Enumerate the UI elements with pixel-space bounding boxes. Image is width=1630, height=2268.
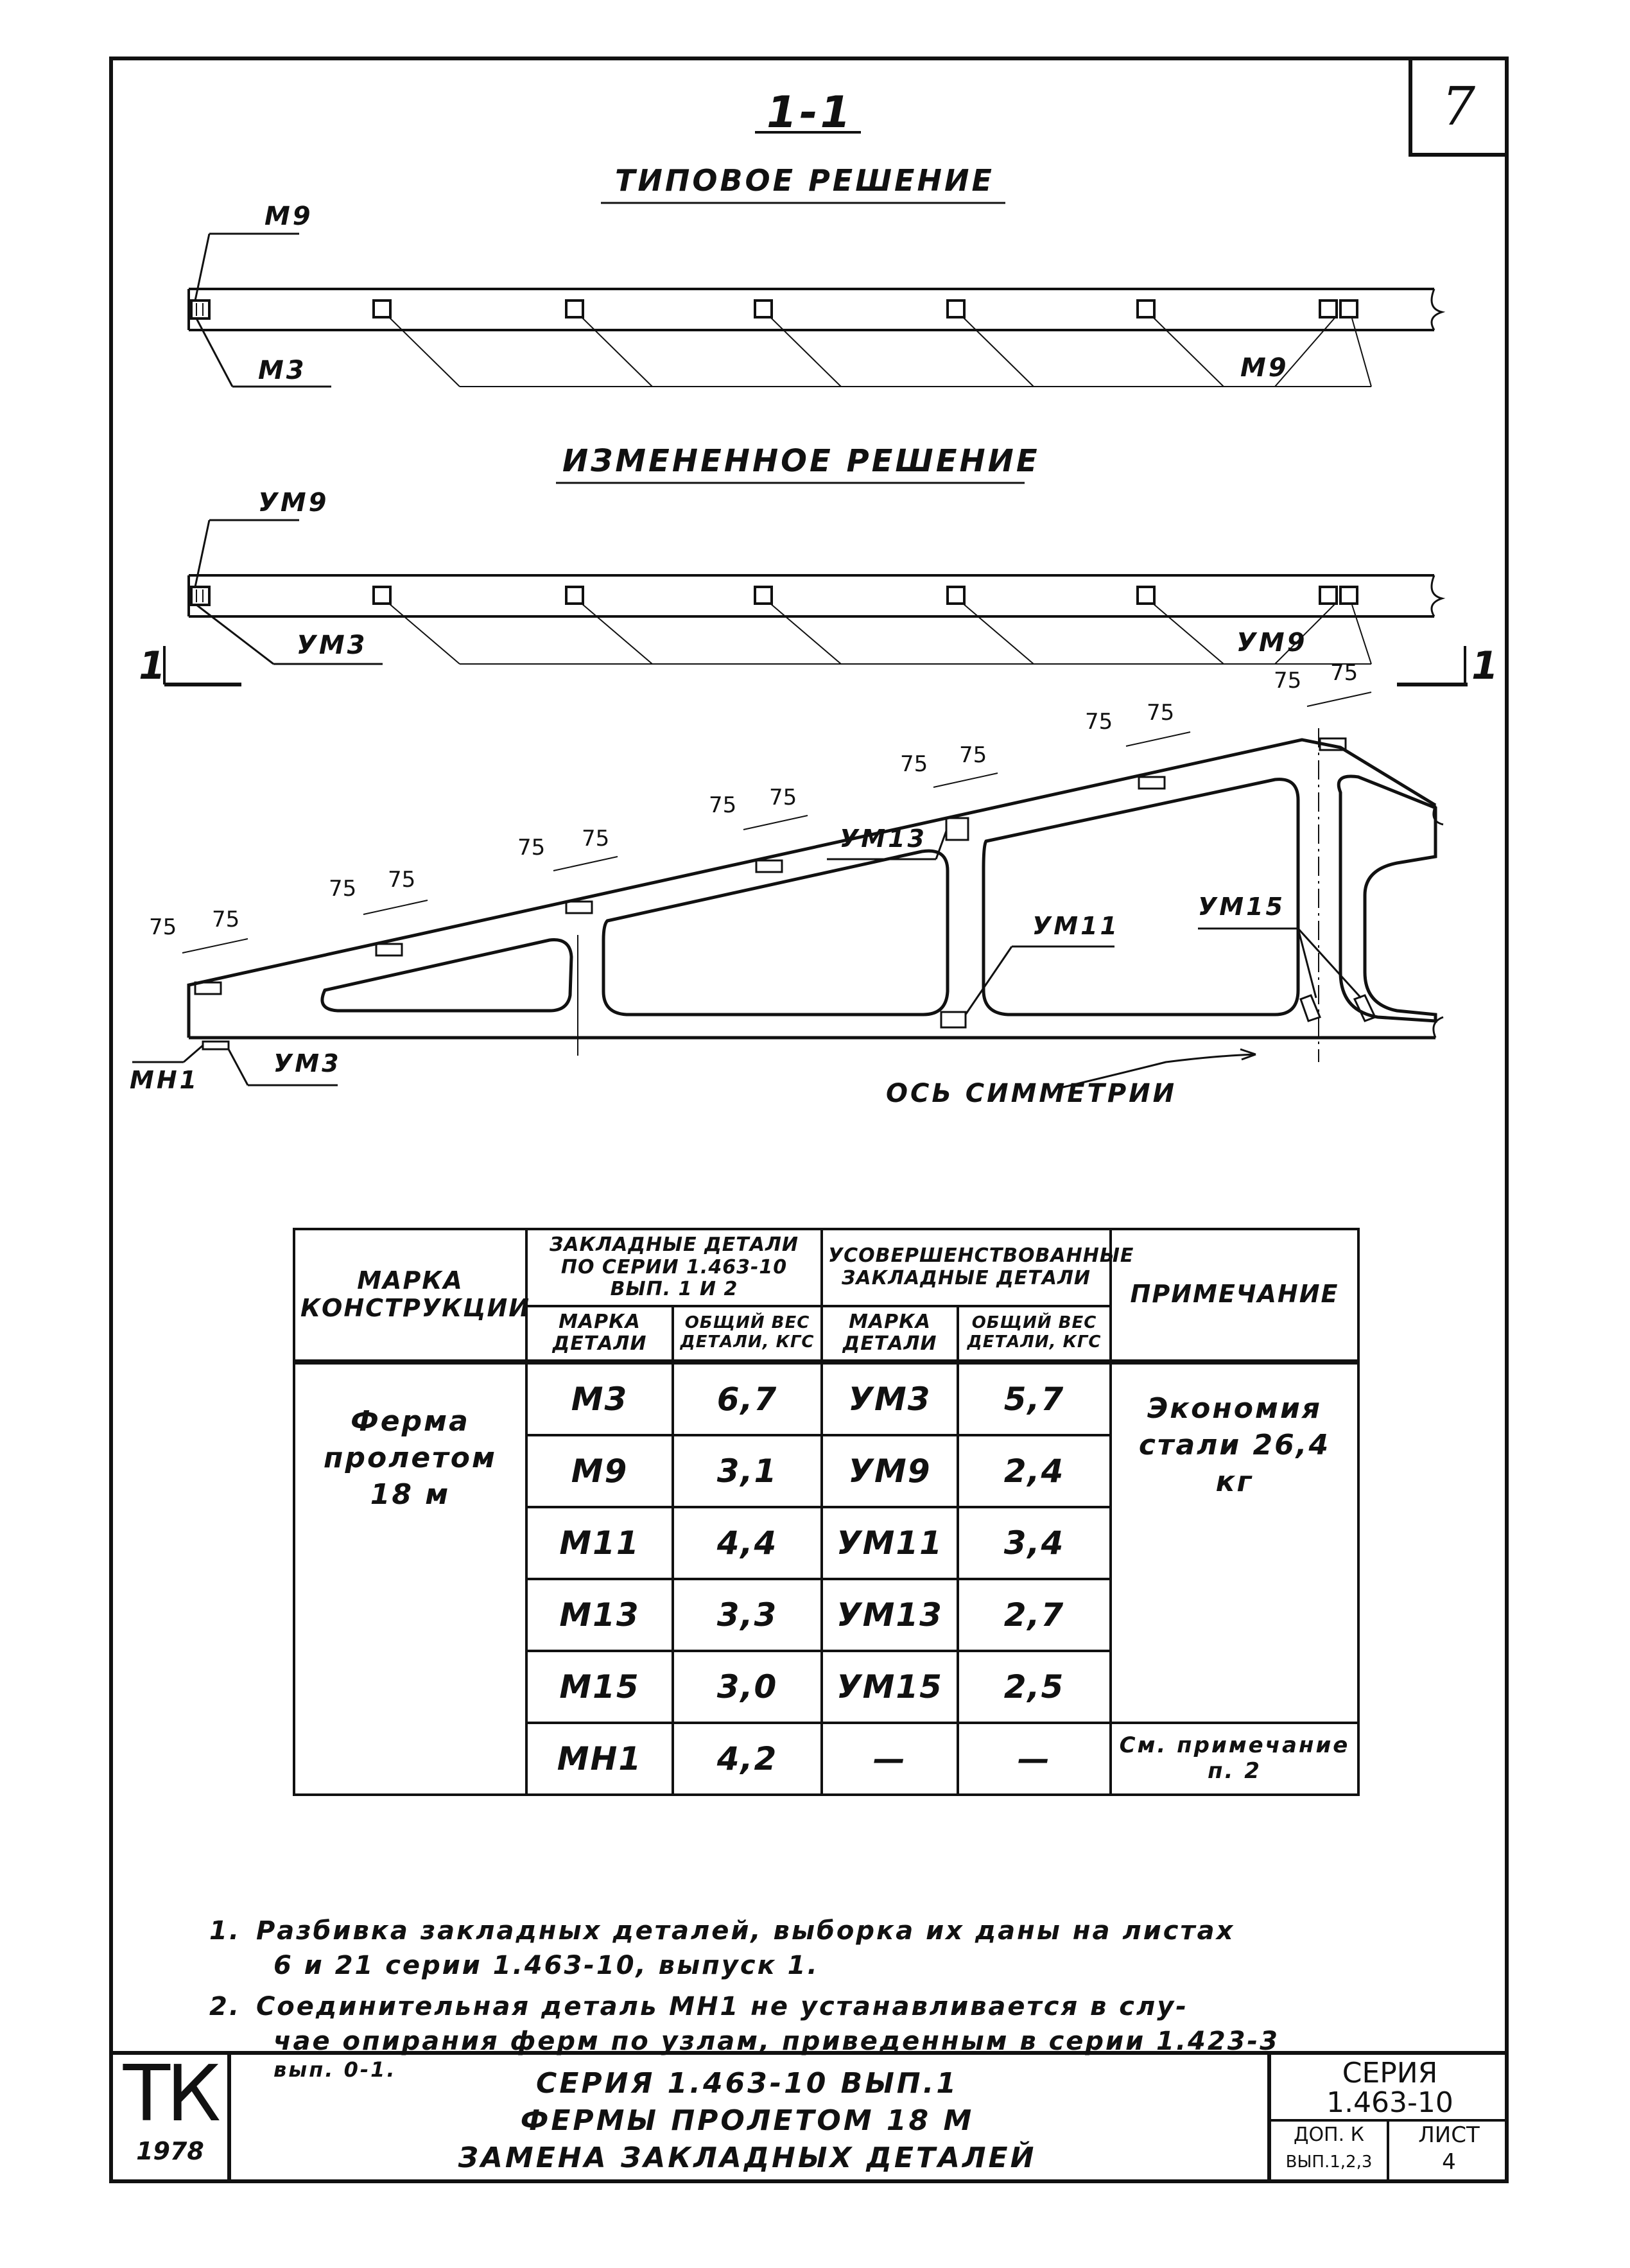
header-improved-parts: УСОВЕРШЕНСТВОВАННЫЕ ЗАКЛАДНЫЕ ДЕТАЛИ <box>822 1229 1111 1306</box>
title-line-1: СЕРИЯ 1.463-10 ВЫП.1 <box>536 2067 958 2100</box>
cell-improved-mark: УМ11 <box>822 1507 958 1579</box>
note-1-line2: 6 и 21 серии 1.463-10, выпуск 1. <box>273 1951 819 1980</box>
dim-label: 75 <box>149 914 177 940</box>
subheader-weight: ОБЩИЙ ВЕС ДЕТАЛИ, КГС <box>673 1306 822 1362</box>
header-construction: МАРКА КОНСТРУКЦИИ <box>294 1229 526 1362</box>
cell-improved-weight: 2,4 <box>958 1435 1111 1507</box>
addendum-value: ВЫП.1,2,3 <box>1285 2152 1373 2172</box>
logo-text: ТК <box>123 2050 218 2139</box>
typical-mark-m9-top: М9 <box>264 202 313 231</box>
addendum-label: ДОП. К <box>1294 2124 1364 2146</box>
note-economy: Экономия стали 26,4 кг <box>1111 1362 1358 1723</box>
title-line-3: ЗАМЕНА ЗАКЛАДНЫХ ДЕТАЛЕЙ <box>458 2142 1037 2174</box>
truss-mark-um15: УМ15 <box>1198 893 1285 921</box>
dim-label: 75 <box>709 792 737 818</box>
cell-weight: 3,3 <box>673 1579 822 1651</box>
cell-mark: М11 <box>526 1507 673 1579</box>
series-number: 1.463-10 <box>1326 2086 1453 2119</box>
cell-improved-mark: УМ15 <box>822 1651 958 1723</box>
construction-name: Ферма пролетом 18 м <box>294 1362 526 1795</box>
dim-label: 75 <box>212 907 240 932</box>
subheader-weight: ОБЩИЙ ВЕС ДЕТАЛИ, КГС <box>958 1306 1111 1362</box>
note-2-line3: вып. 0-1. <box>273 2057 397 2082</box>
title-block <box>113 2051 1505 2179</box>
modified-heading: ИЗМЕНЕННОЕ РЕШЕНИЕ <box>562 443 1040 479</box>
typical-mark-m9-right: М9 <box>1240 353 1289 383</box>
addendum-cell <box>1271 2122 1389 2179</box>
dim-label: 75 <box>959 742 987 768</box>
truss-mark-um11: УМ11 <box>1032 912 1120 940</box>
modified-mark-um9-top: УМ9 <box>258 488 329 518</box>
series-cell <box>1271 2055 1509 2122</box>
section-label: 1-1 <box>767 87 853 138</box>
cell-weight: 4,2 <box>673 1723 822 1795</box>
header-series-parts: ЗАКЛАДНЫЕ ДЕТАЛИ ПО СЕРИИ 1.463-10 ВЫП. 1 И 2 <box>526 1229 822 1306</box>
dim-label: 75 <box>1330 660 1358 686</box>
note-1-line1: Разбивка закладных деталей, выборка их даны на листах <box>256 1916 1235 1946</box>
cell-improved-weight: — <box>958 1723 1111 1795</box>
cell-weight: 6,7 <box>673 1362 822 1435</box>
note-2-line1: Соединительная деталь МН1 не устанавливается в слу- <box>256 1992 1188 2021</box>
cell-weight: 3,0 <box>673 1651 822 1723</box>
subheader-mark: МАРКА ДЕТАЛИ <box>822 1306 958 1362</box>
typical-heading: ТИПОВОЕ РЕШЕНИЕ <box>615 163 994 198</box>
cell-improved-weight: 3,4 <box>958 1507 1111 1579</box>
dim-label: 75 <box>1085 709 1113 735</box>
drawing-sheet <box>109 57 1509 2183</box>
series-box <box>1267 2055 1509 2179</box>
section-drawing <box>113 60 1505 1178</box>
cell-weight: 4,4 <box>673 1507 822 1579</box>
replacement-table <box>293 1228 1360 1796</box>
cut-mark-left: 1 <box>139 643 168 688</box>
cell-improved-mark: — <box>822 1723 958 1795</box>
series-label: СЕРИЯ <box>1342 2057 1438 2089</box>
cell-mark: М13 <box>526 1579 673 1651</box>
sheet-value: 4 <box>1442 2149 1456 2175</box>
cell-improved-mark: УМ3 <box>822 1362 958 1435</box>
header-note: ПРИМЕЧАНИЕ <box>1111 1229 1358 1362</box>
title-text <box>227 2055 1267 2179</box>
cell-mark: М3 <box>526 1362 673 1435</box>
dim-label: 75 <box>329 876 357 902</box>
cell-improved-mark: УМ9 <box>822 1435 958 1507</box>
truss-mark-mn1: МН1 <box>130 1066 200 1094</box>
note-2: 2. Соединительная деталь МН1 не устанавливается в слу- <box>209 1992 1188 2021</box>
typical-mark-m3: М3 <box>258 356 307 385</box>
dim-label: 75 <box>388 867 416 893</box>
year: 1978 <box>136 2137 204 2165</box>
dim-label: 75 <box>900 751 928 777</box>
symmetry-axis-label: ОСЬ СИММЕТРИИ <box>886 1079 1177 1108</box>
sheet-label: ЛИСТ <box>1418 2122 1480 2148</box>
truss-mark-um3: УМ3 <box>273 1049 342 1077</box>
sheet-number: 7 <box>1409 60 1505 157</box>
cell-weight: 3,1 <box>673 1435 822 1507</box>
cut-mark-right: 1 <box>1471 643 1501 688</box>
dim-label: 75 <box>769 785 797 810</box>
truss-mark-um13: УМ13 <box>840 824 927 853</box>
cell-mark: М9 <box>526 1435 673 1507</box>
note-1: 1. Разбивка закладных деталей, выборка их даны на листах <box>209 1916 1235 1946</box>
dim-label: 75 <box>1274 668 1302 693</box>
cell-mark: М15 <box>526 1651 673 1723</box>
subheader-mark: МАРКА ДЕТАЛИ <box>526 1306 673 1362</box>
modified-mark-um9-right: УМ9 <box>1236 628 1308 658</box>
publisher-logo <box>113 2050 231 2179</box>
cell-improved-weight: 2,7 <box>958 1579 1111 1651</box>
cell-improved-weight: 5,7 <box>958 1362 1111 1435</box>
cell-improved-weight: 2,5 <box>958 1651 1111 1723</box>
cell-mark: МН1 <box>526 1723 673 1795</box>
dim-label: 75 <box>582 826 610 851</box>
dim-label: 75 <box>517 835 546 860</box>
title-line-2: ФЕРМЫ ПРОЛЕТОМ 18 М <box>520 2104 975 2137</box>
dim-label: 75 <box>1147 700 1175 726</box>
note-2-line2: чае опирания ферм по узлам, приведенным в серии 1.423-3 <box>273 2027 1279 2056</box>
sheet-cell <box>1389 2122 1509 2179</box>
note-see-2: См. примечание п. 2 <box>1111 1723 1358 1795</box>
cell-improved-mark: УМ13 <box>822 1579 958 1651</box>
modified-mark-um3: УМ3 <box>297 631 368 660</box>
